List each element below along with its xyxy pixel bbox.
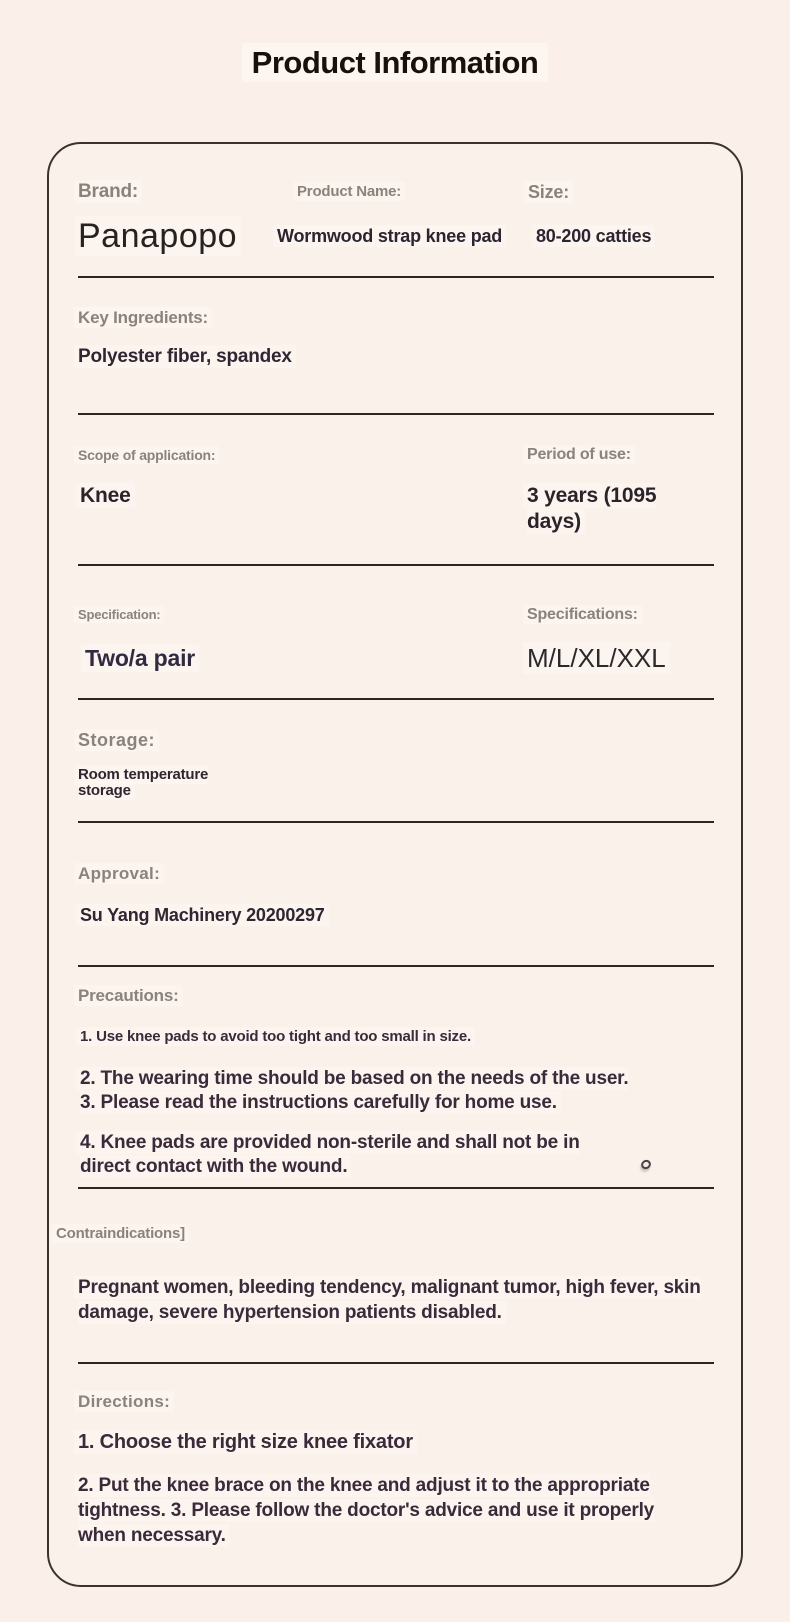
specifications-column <box>527 606 714 673</box>
size-label: Size: <box>528 181 714 203</box>
product-name-value: Wormwood strap knee pad <box>277 224 528 248</box>
section-approval <box>78 823 714 967</box>
directions-label: Directions: <box>78 1392 714 1412</box>
key-ingredients-label: Key Ingredients: <box>78 307 714 329</box>
period-column <box>527 446 714 535</box>
section-directions <box>78 1364 714 1548</box>
section-header <box>78 144 714 278</box>
page-title-text: Product Information <box>242 43 549 82</box>
brand-label: Brand: <box>78 181 277 203</box>
specification-column <box>78 606 527 673</box>
scope-value: Knee <box>78 483 527 509</box>
specification-value: Two/a pair <box>78 643 527 673</box>
scope-column <box>78 446 527 535</box>
storage-label: Storage: <box>78 729 714 751</box>
product-name-column <box>277 181 528 256</box>
approval-label: Approval: <box>78 864 714 884</box>
size-value: 80-200 catties <box>536 224 714 248</box>
period-value: 3 years (1095 days) <box>527 483 714 535</box>
period-label: Period of use: <box>527 446 714 464</box>
contraindications-label: Contraindications] <box>56 1225 714 1243</box>
product-name-label: Product Name: <box>297 181 528 203</box>
brand-value: Panapopo <box>78 216 277 256</box>
directions-item-1: 1. Choose the right size knee fixator <box>78 1429 714 1455</box>
section-key-ingredients <box>78 278 714 415</box>
section-precautions <box>78 967 714 1189</box>
contraindications-value: Pregnant women, bleeding tendency, malignant tumor, high fever, skin damage, severe hypertension patients disabled. <box>78 1275 703 1325</box>
section-storage <box>78 700 714 823</box>
precautions-label: Precautions: <box>78 986 714 1006</box>
specifications-label: Specifications: <box>527 606 714 624</box>
storage-value: Room temperature storage <box>78 767 248 799</box>
brand-column <box>78 181 277 256</box>
product-info-card <box>47 142 743 1587</box>
precautions-item-1: 1. Use knee pads to avoid too tight and too small in size. <box>80 1028 714 1046</box>
size-column <box>528 181 714 256</box>
specifications-value: M/L/XL/XXL <box>527 643 714 673</box>
key-ingredients-value: Polyester fiber, spandex <box>78 345 714 369</box>
ring-smudge-icon <box>639 1158 652 1171</box>
section-contraindications <box>56 1189 714 1364</box>
directions-item-2: 2. Put the knee brace on the knee and adjust it to the appropriate tightness. 3. Please follow the doctor's advice and use it properly when necessary. <box>78 1473 678 1548</box>
specification-label: Specification: <box>78 606 527 624</box>
section-scope-period <box>78 415 714 566</box>
precautions-item-2: 2. The wearing time should be based on the needs of the user. 3. Please read the instructions carefully for home use. <box>80 1067 635 1115</box>
precautions-item-3: 4. Knee pads are provided non-sterile and shall not be in direct contact with the wound. <box>80 1131 635 1179</box>
section-specifications <box>78 566 714 700</box>
approval-value: Su Yang Machinery 20200297 <box>80 903 714 927</box>
page-title <box>0 0 790 83</box>
scope-label: Scope of application: <box>78 446 527 464</box>
